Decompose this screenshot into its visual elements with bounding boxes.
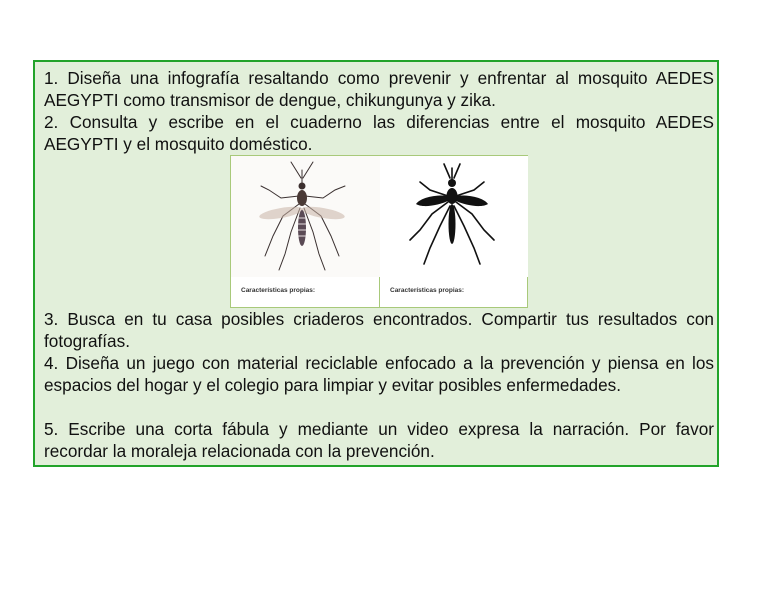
domestic-mosquito-image (380, 156, 528, 277)
aedes-mosquito-image-cell (231, 156, 380, 277)
domestic-mosquito-image-cell (380, 156, 528, 277)
left-label-cell (231, 277, 380, 308)
right-label-cell (380, 277, 528, 308)
activity-1: 1. Diseña una infografía resaltando como prevenir y enfrentar al mosquito AEDES AEGYPTI como transmisor de dengue, chikungunya y zika. (44, 68, 714, 110)
activities-box (33, 60, 719, 467)
activity-2: 2. Consulta y escribe en el cuaderno las diferencias entre el mosquito AEDES AEGYPTI y el mosquito doméstico. (44, 112, 714, 154)
mosquito-comparison-table (230, 155, 528, 308)
activity-5: 5. Escribe una corta fábula y mediante un video expresa la narración. Por favor recordar la moraleja relacionada con la prevención. (44, 419, 714, 461)
activity-3: 3. Busca en tu casa posibles criaderos encontrados. Compartir tus resultados con fotografías. (44, 309, 714, 351)
aedes-mosquito-image (231, 156, 380, 277)
left-characteristics-label: Características propias: (241, 287, 316, 294)
right-characteristics-label: Características propias: (390, 287, 465, 294)
activity-4: 4. Diseña un juego con material reciclable enfocado a la prevención y piensa en los espacios del hogar y el colegio para limpiar y evitar posibles enfermedades. (44, 353, 714, 395)
